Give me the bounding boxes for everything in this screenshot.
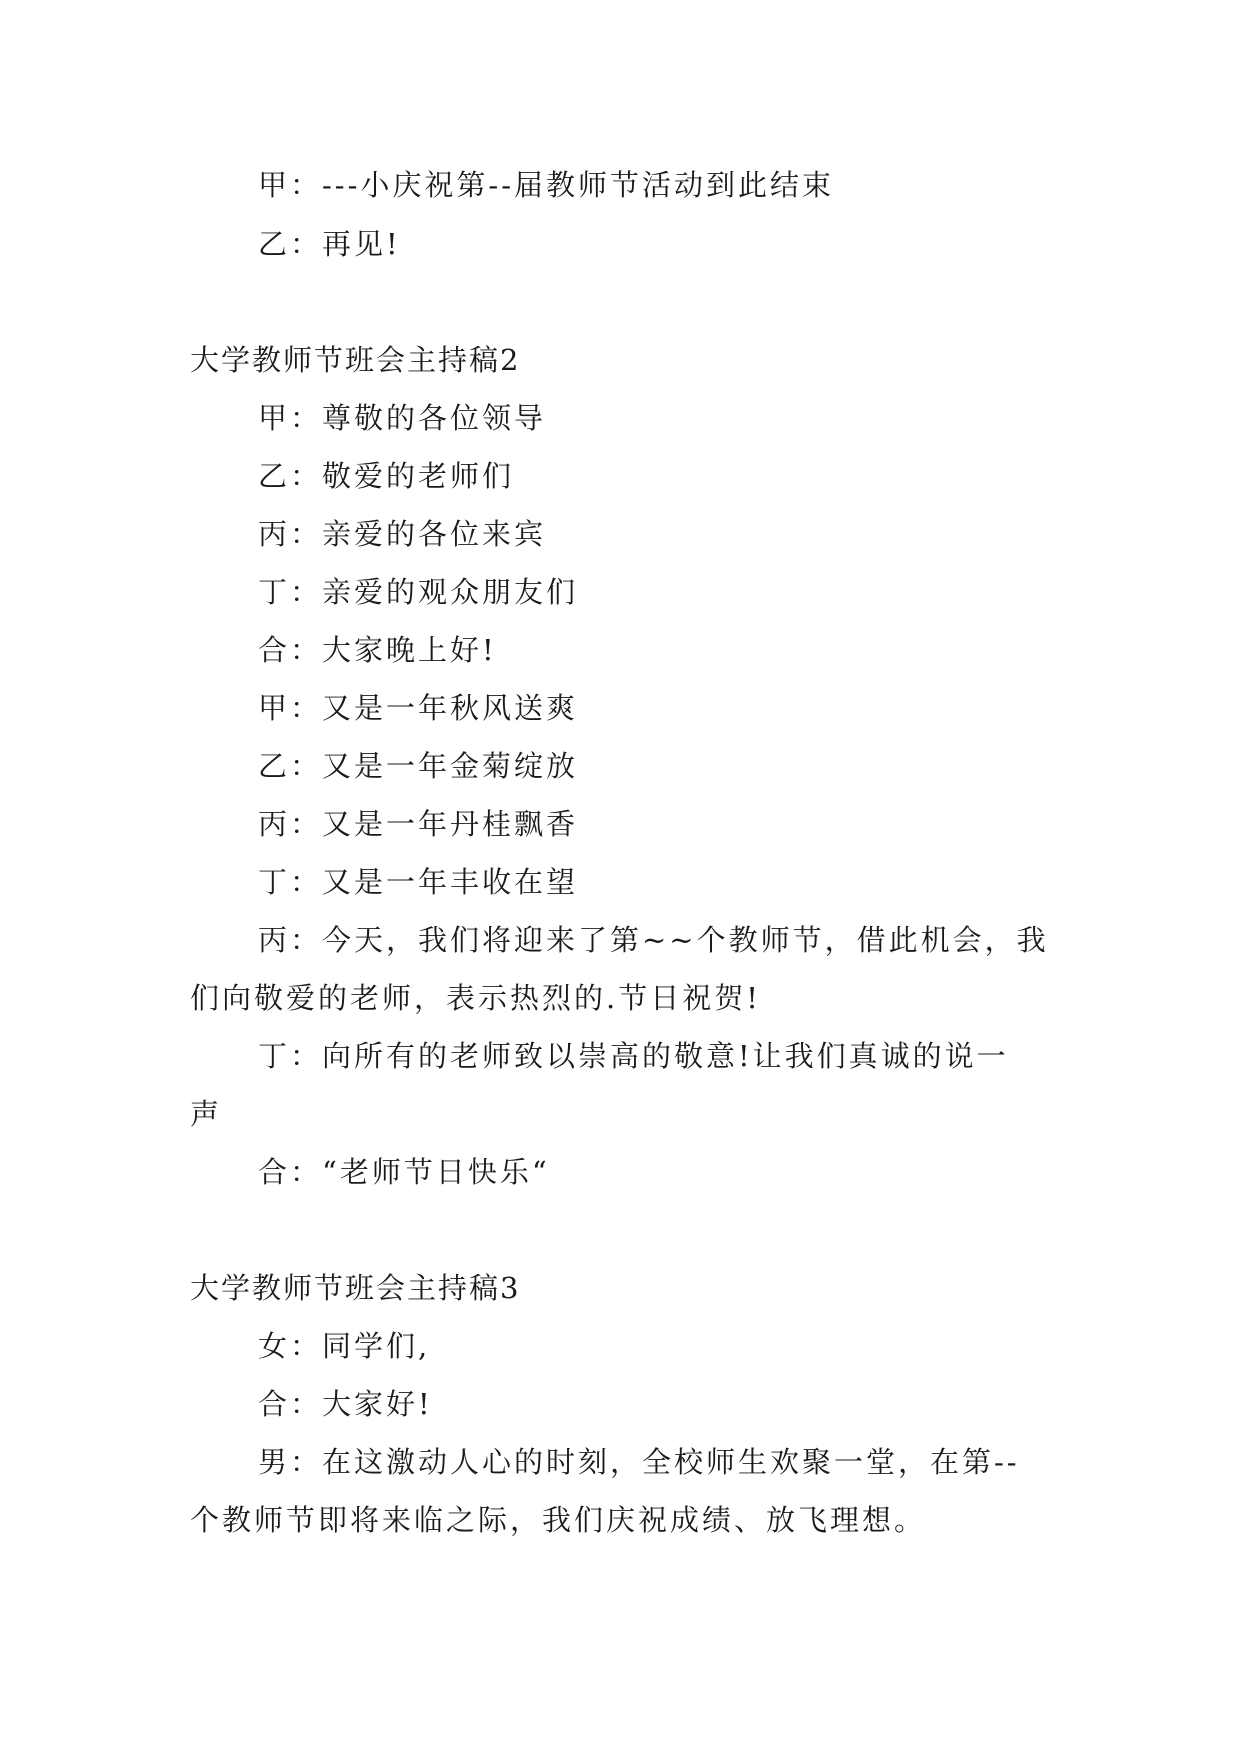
dialogue-line: 丙：今天，我们将迎来了第~~个教师节，借此机会，我 <box>258 923 1049 957</box>
dialogue-line: 丙：亲爱的各位来宾 <box>258 517 547 551</box>
dialogue-line: 合：“老师节日快乐“ <box>258 1155 550 1189</box>
dialogue-line: 丁：亲爱的观众朋友们 <box>258 575 579 609</box>
dialogue-line: 乙：敬爱的老师们 <box>258 459 515 493</box>
dialogue-line: 乙：又是一年金菊绽放 <box>258 749 579 783</box>
dialogue-line: 乙：再见! <box>258 227 401 261</box>
dialogue-line: 丙：又是一年丹桂飘香 <box>258 807 579 841</box>
section-title: 大学教师节班会主持稿2 <box>190 343 521 377</box>
dialogue-line: 甲：尊敬的各位领导 <box>258 401 547 435</box>
dialogue-line: 甲：又是一年秋风送爽 <box>258 691 579 725</box>
dialogue-line: 男：在这激动人心的时刻，全校师生欢聚一堂，在第-- <box>258 1445 1020 1479</box>
dialogue-line: 甲：---小庆祝第--届教师节活动到此结束 <box>258 168 834 202</box>
dialogue-line-continuation: 们向敬爱的老师，表示热烈的.节日祝贺! <box>190 981 761 1015</box>
dialogue-line: 丁：又是一年丰收在望 <box>258 865 579 899</box>
dialogue-line: 丁：向所有的老师致以崇高的敬意!让我们真诚的说一 <box>258 1039 1009 1073</box>
dialogue-line: 合：大家晚上好! <box>258 633 497 667</box>
dialogue-line: 女：同学们, <box>258 1329 431 1363</box>
section-title: 大学教师节班会主持稿3 <box>190 1271 521 1305</box>
dialogue-line-continuation: 个教师节即将来临之际，我们庆祝成绩、放飞理想。 <box>190 1503 927 1537</box>
dialogue-line: 合：大家好! <box>258 1387 433 1421</box>
dialogue-line-continuation: 声 <box>190 1097 223 1131</box>
